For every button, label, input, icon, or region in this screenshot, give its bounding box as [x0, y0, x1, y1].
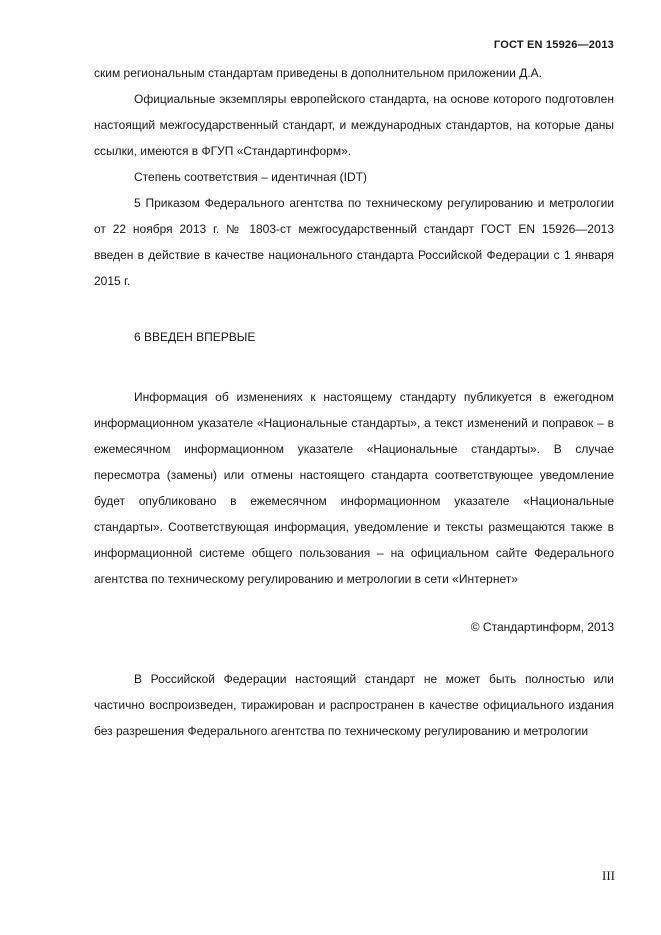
paragraph-official-copies: Официальные экземпляры европейского стандарта, на основе которого подготовлен настоящий межгосударственный стандарт, и международных стандартов, на которые даны ссылки, имеются в ФГУП «Стандартинформ».: [94, 92, 614, 158]
spacer: [94, 294, 614, 324]
spacer: [94, 350, 614, 384]
spacer: [94, 592, 614, 614]
paragraph-degree-of-conformity: Степень соответствия – идентичная (IDT): [134, 170, 368, 184]
paragraph-introduced-first-time: 6 ВВЕДЕН ВПЕРВЫЕ: [134, 330, 256, 344]
paragraph-reproduction-restriction: В Российской Федерации настоящий стандарт не может быть полностью или частично воспроизведен, тиражирован и распространен в качестве официального издания без разрешения Федерального агентства по техническому регулированию и метрологии: [94, 672, 614, 738]
page-body: [94, 60, 614, 744]
standard-code-header: ГОСТ EN 15926—2013: [493, 39, 614, 51]
paragraph-regional-standards: ским региональным стандартам приведены в дополнительном приложении Д.А.: [94, 66, 543, 80]
page-number: III: [602, 868, 615, 883]
copyright-line: © Стандартинформ, 2013: [470, 620, 614, 634]
paragraph-order: 5 Приказом Федерального агентства по техническому регулированию и метрологии от 22 ноября 2013 г. № 1803-ст межгосударственный стандарт ГОСТ EN 15926—2013 введен в действие в качестве национального стандарта Российской Федерации с 1 января 2015 г.: [94, 196, 614, 288]
spacer: [94, 640, 614, 666]
paragraph-change-information: Информация об изменениях к настоящему стандарту публикуется в ежегодном информационном указателе «Национальные стандарты», а текст изменений и поправок – в ежемесячном информационном указателе «Национальные стандарты». В случае пересмотра (замены) или отмены настоящего стандарта соответствующее уведомление будет опубликовано в ежемесячном информационном указателе «Национальные стандарты». Соответствующая информация, уведомление и тексты размещаются также в информационной системе общего пользования – на официальном сайте Федерального агентства по техническому регулированию и метрологии в сети «Интернет»: [94, 390, 614, 586]
